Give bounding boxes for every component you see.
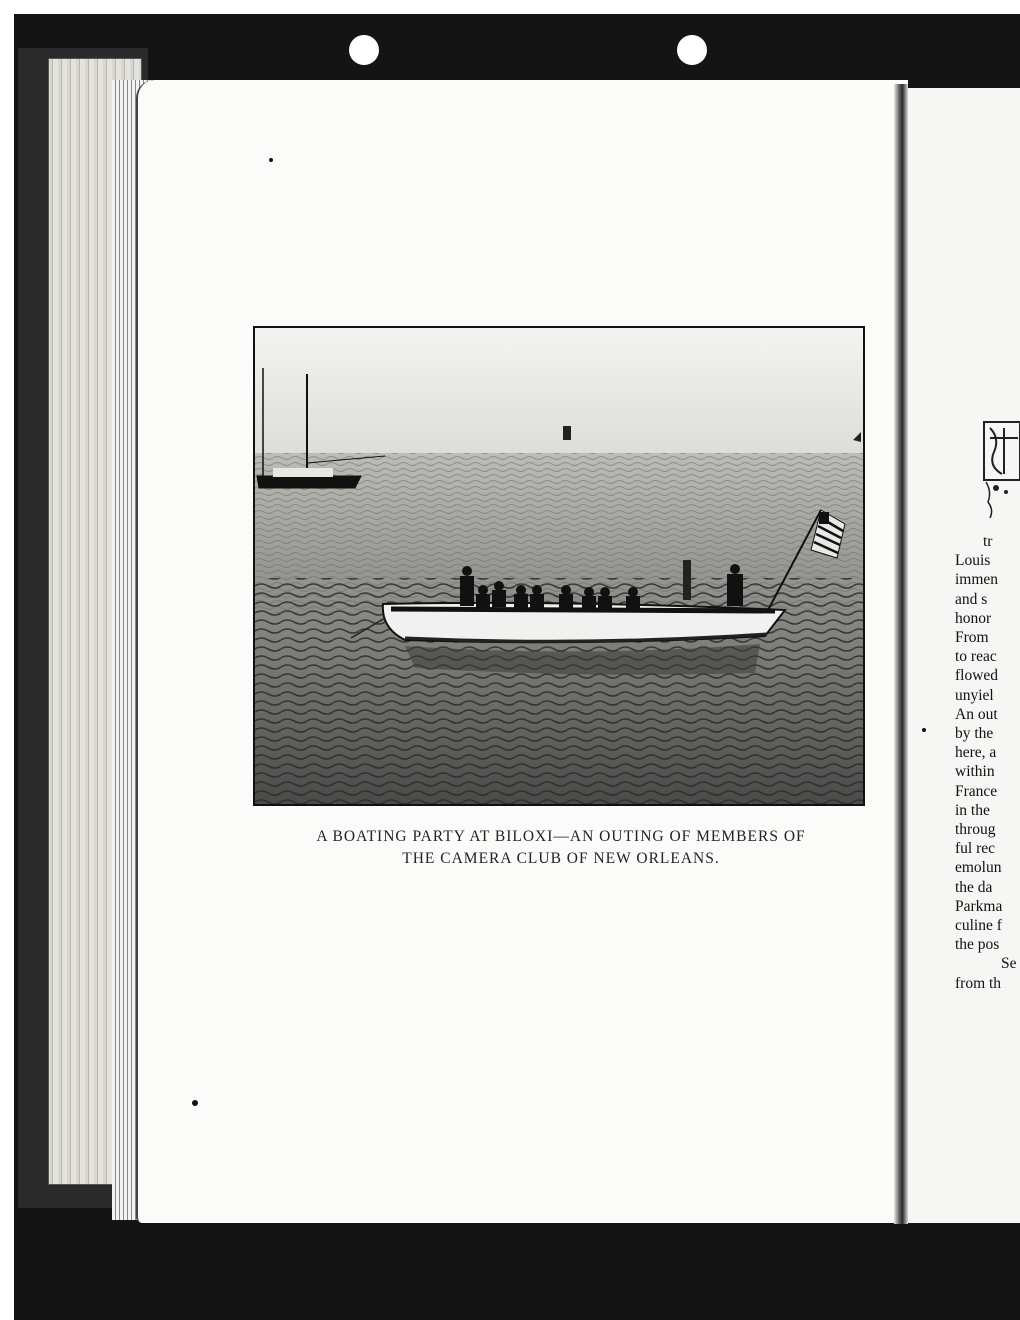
right-page-line: ful rec [955,840,996,858]
right-page-line: from th [955,974,1002,992]
right-page-line: Se [1001,955,1017,973]
right-page-line: the pos [955,936,1000,954]
right-page-line: unyiel [955,686,994,704]
hole-punch-right [677,35,707,65]
right-page-line: France [955,782,998,800]
right-page-text [955,532,1020,993]
right-page-line: tr [983,533,993,550]
right-page-line: here, a [955,744,997,762]
photo-caption [236,826,886,870]
right-page-line: flowed [955,667,999,685]
hole-punch-left [349,35,379,65]
right-page-line: culine f [955,917,1002,935]
speck [922,728,926,732]
decorative-initial-icon [978,418,1020,518]
right-page-line: Parkma [955,897,1003,915]
right-page-line: throug [955,821,996,839]
right-page-line: the da [955,878,993,896]
caption-line-2: THE CAMERA CLUB OF NEW ORLEANS. [402,850,720,867]
boat-photo-icon [255,328,863,804]
right-page-line: by the [955,725,994,743]
right-page-line: honor [955,609,992,627]
right-page-line: Louis [955,552,991,570]
right-page-line: in the [955,801,990,819]
right-page-line: immen [955,571,999,589]
right-page-line: within [955,763,995,781]
caption-line-1: A BOATING PARTY AT BILOXI—AN OUTING OF MEMBERS OF [316,828,806,845]
boat-photo [253,326,865,806]
book-gutter [894,84,908,1224]
speck [269,158,273,162]
right-page-line: From [955,629,989,647]
right-page-line: An out [955,705,998,723]
speck [192,1100,198,1106]
right-page-line: and s [955,590,988,608]
right-page-line: to reac [955,648,997,666]
right-page-line: emolun [955,859,1002,877]
